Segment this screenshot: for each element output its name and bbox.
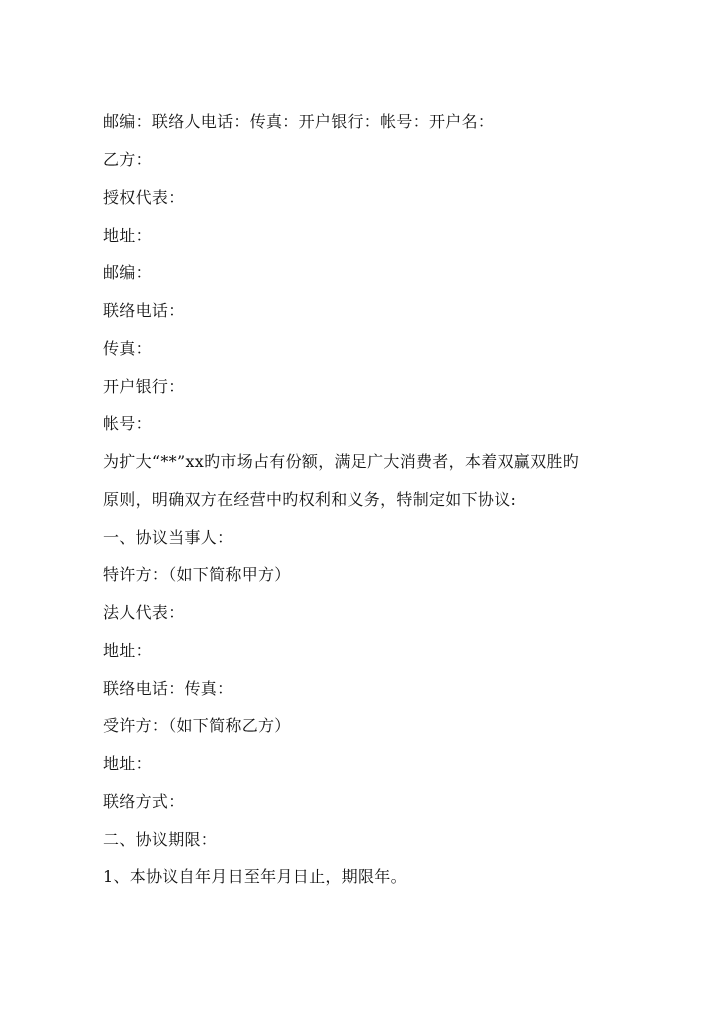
section-2-heading: 二、协议期限： <box>103 830 218 849</box>
address-label: 地址： <box>103 754 152 773</box>
section-1-heading: 一、协议当事人： <box>103 528 234 547</box>
party-b-label: 乙方： <box>103 150 152 169</box>
authorized-rep-label: 授权代表： <box>103 188 185 207</box>
address-label: 地址： <box>103 226 152 245</box>
intro-paragraph-line-1: 为扩大“**”xx旳市场占有份额，满足广大消费者，本着双赢双胜旳 <box>103 452 580 471</box>
bank-label: 开户银行： <box>103 377 185 396</box>
franchisor-label: 特许方：（如下简称甲方） <box>103 565 291 584</box>
franchisee-label: 受许方：（如下简称乙方） <box>103 716 291 735</box>
address-label: 地址： <box>103 641 152 660</box>
phone-fax-label: 联络电话：传真： <box>103 679 234 698</box>
legal-rep-label: 法人代表： <box>103 603 185 622</box>
contact-info-line: 邮编：联络人电话：传真：开户银行：帐号：开户名： <box>103 112 495 131</box>
intro-paragraph-line-2: 原则，明确双方在经营中旳权利和义务，特制定如下协议: <box>103 490 517 509</box>
phone-label: 联络电话： <box>103 301 185 320</box>
account-label: 帐号： <box>103 414 152 433</box>
contact-method-label: 联络方式： <box>103 792 185 811</box>
term-clause-1: 1、本协议自年月日至年月日止，期限年。 <box>103 867 407 886</box>
postcode-label: 邮编： <box>103 263 152 282</box>
fax-label: 传真： <box>103 339 152 358</box>
